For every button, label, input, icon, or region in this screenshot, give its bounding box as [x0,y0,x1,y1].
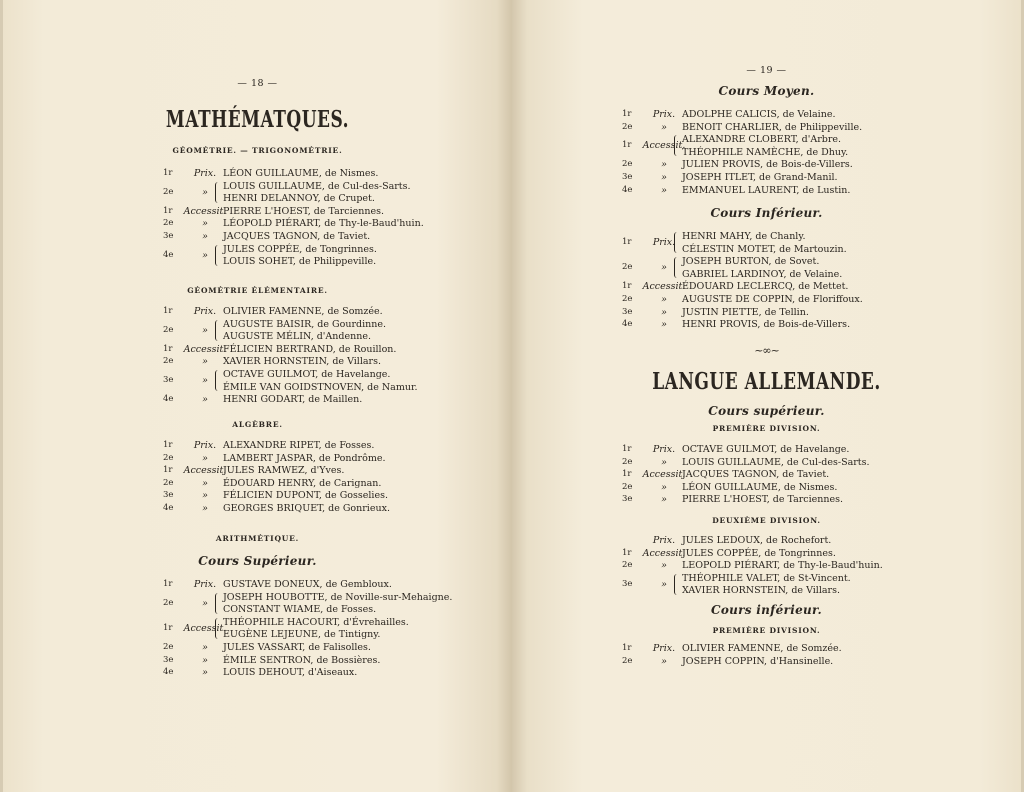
award-label: » [202,477,208,489]
award-label: Prix. [652,535,676,546]
award-label: Accessit. [642,547,686,559]
section-heading: ALGÈBRE. [232,420,283,429]
laureate-name: ÉDOUARD LECLERCQ, de Mettet. [682,281,849,293]
course-heading: Cours Inférieur. [710,206,823,220]
section-heading: DEUXIÈME DIVISION. [712,516,821,525]
laureate-name: JULES RAMWEZ, d'Yves. [223,465,345,477]
award-label: Accessit. [642,281,686,293]
award-rank: 4e [163,503,174,513]
laureate-name: LÉON GUILLAUME, de Nismes. [223,168,379,179]
laureate-name: EUGÈNE LEJEUNE, de Tintigny. [223,629,381,641]
award-rank: 4e [622,184,633,195]
award-rank: 1r [163,168,173,178]
award-label: » [202,642,208,653]
award-label: » [202,231,208,242]
laureate-name: LOUIS DEHOUT, d'Aiseaux. [223,667,358,679]
laureate-name: ÉDOUARD HENRY, de Carignan. [223,477,382,489]
award-label: Prix. [193,306,217,317]
award-rank: 3e [622,306,633,317]
award-rank: 3e [622,579,633,590]
award-label: » [202,654,208,666]
laureate-name: JACQUES TAGNON, de Taviet. [223,231,371,242]
laureate-name: THÉOPHILE HACOURT, d'Évrehailles. [223,616,409,628]
award-label: Accessit. [183,623,227,635]
award-rank: 3e [163,654,174,665]
laureate-name: PIERRE L'HOEST, de Tarciennes. [682,494,844,506]
award-rank: 1r [622,281,632,292]
section-heading: GÉOMÉTRIE. — TRIGONOMÉTRIE. [172,146,343,155]
laureate-name: GUSTAVE DONEUX, de Gembloux. [223,579,392,590]
award-rank: 1r [622,109,632,119]
award-rank: 1r [163,343,173,354]
award-label: » [202,667,208,679]
laureate-name: LÉOPOLD PIÉRART, de Thy-le-Baud'huin. [223,218,424,230]
laureate-name: JUSTIN PIETTE, de Tellin. [682,306,809,318]
brace-mark [215,370,222,391]
award-label: » [202,375,208,387]
award-rank: 2e [163,324,174,335]
laureate-name: HENRI GODART, de Maillen. [223,394,363,406]
brace-mark [215,182,222,203]
award-label: » [202,503,208,514]
brace-mark [674,574,681,595]
laureate-name: LEOPOLD PIÉRART, de Thy-le-Baud'huin. [682,560,883,572]
laureate-name: ALEXANDRE CLOBERT, d'Arbre. [682,134,842,146]
award-rank: 3e [622,494,633,505]
ornament-flourish: ~∞~ [754,344,779,357]
award-rank: 2e [163,186,174,197]
award-label: » [661,306,667,318]
award-rank: 1r [163,440,173,450]
laureate-name: BENOIT CHARLIER, de Philippeville. [682,121,863,133]
award-label: Prix. [193,440,217,451]
laureate-name: AUGUSTE DE COPPIN, de Floriffoux. [682,294,863,305]
award-label: Accessit. [183,205,227,217]
award-rank: 2e [622,262,633,273]
award-label: Prix. [652,643,676,654]
award-label: » [202,186,208,198]
laureate-name: HENRI PROVIS, de Bois-de-Villers. [682,319,851,331]
award-label: » [661,184,667,196]
award-label: » [661,262,667,274]
laureate-name: JACQUES TAGNON, de Taviet. [682,469,830,481]
laureate-name: PIERRE L'HOEST, de Tarciennes. [223,205,385,217]
laureate-name: CONSTANT WIAME, de Fosses. [223,604,377,616]
laureate-name: JULES LEDOUX, de Rochefort. [682,535,832,546]
award-rank: 1r [163,623,173,634]
laureate-name: JOSEPH ITLET, de Grand-Manil. [682,172,838,183]
brace-mark [674,135,681,156]
course-heading: Cours inférieur. [710,603,823,617]
award-rank: 1r [163,465,173,476]
award-rank: 4e [622,319,633,330]
laureate-name: CÉLESTIN MOTET, de Martouzin. [682,243,847,255]
laureate-name: JOSEPH COPPIN, d'Hansinelle. [682,655,834,667]
laureate-name: OLIVIER FAMENNE, de Somzée. [223,306,383,317]
award-rank: 2e [163,218,174,229]
laureate-name: AUGUSTE BAISIR, de Gourdinne. [223,318,386,330]
award-label: » [661,172,667,183]
laureate-name: ADOLPHE CALICIS, de Velaine. [682,109,836,120]
section-heading: ARITHMÉTIQUE. [215,534,300,543]
award-rank: 1r [622,237,632,248]
award-label: Accessit. [642,140,686,152]
award-rank: 3e [622,172,633,182]
award-label: » [661,121,667,133]
brace-mark [215,245,222,266]
award-label: » [661,655,667,667]
award-rank: 1r [163,205,173,216]
award-rank: 2e [163,452,174,463]
award-label: » [202,490,208,502]
award-label: Accessit. [183,465,227,477]
laureate-name: LÉON GUILLAUME, de Nismes. [682,481,838,493]
award-label: Prix. [652,237,676,249]
award-rank: 2e [622,655,633,666]
award-label: » [661,494,667,506]
award-rank: 2e [163,356,174,367]
award-label: Prix. [193,168,217,179]
brace-mark [674,232,681,253]
laureate-name: THÉOPHILE NAMÈCHE, de Dhuy. [682,146,849,158]
award-label: Accessit. [642,469,686,481]
laureate-name: JULES COPPÉE, de Tongrinnes. [682,547,836,559]
laureate-name: JOSEPH BURTON, de Sovet. [682,256,820,268]
laureate-name: FÉLICIEN DUPONT, de Gosselies. [223,490,388,502]
section-title: LANGUE ALLEMANDE. [652,368,881,396]
award-rank: 3e [163,490,174,501]
laureate-name: JULES VASSART, de Falisolles. [223,642,371,653]
laureate-name: AUGUSTE MÉLIN, d'Andenne. [223,331,371,343]
laureate-name: FÉLICIEN BERTRAND, de Rouillon. [223,343,397,355]
course-heading: Cours Moyen. [718,84,815,98]
award-rank: 2e [163,477,174,488]
laureate-name: XAVIER HORNSTEIN, de Villars. [223,356,381,368]
award-rank: 2e [622,560,633,571]
award-rank: 1r [622,643,632,653]
brace-mark [215,618,222,639]
award-label: » [202,324,208,336]
award-rank: 4e [163,667,174,678]
award-rank: 1r [163,579,173,589]
award-rank: 2e [163,642,174,652]
laureate-name: XAVIER HORNSTEIN, de Villars. [682,585,840,597]
brace-mark [674,257,681,278]
award-rank: 1r [622,140,632,151]
section-heading: PREMIÈRE DIVISION. [712,626,821,635]
award-label: » [661,319,667,331]
award-rank: 1r [163,306,173,316]
laureate-name: HENRI MAHY, de Chanly. [682,231,806,242]
award-rank: 2e [622,456,633,467]
laureate-name: JULIEN PROVIS, de Bois-de-Villers. [682,159,853,171]
laureate-name: ALEXANDRE RIPET, de Fosses. [223,440,375,451]
award-rank: 2e [622,159,633,170]
award-rank: 4e [163,394,174,405]
laureate-name: JULES COPPÉE, de Tongrinnes. [223,243,377,255]
brace-mark [215,593,222,614]
award-rank: 1r [622,469,632,480]
award-rank: 2e [622,294,633,304]
section-heading: GÉOMÉTRIE ÉLÉMENTAIRE. [187,286,328,295]
award-label: Prix. [652,109,676,120]
laureate-name: OCTAVE GUILMOT, de Havelange. [223,369,391,380]
award-label: » [661,481,667,493]
laureate-name: LAMBERT JASPAR, de Pondrôme. [223,452,386,464]
award-label: » [202,597,208,609]
award-rank: 2e [622,481,633,492]
course-heading: Cours supérieur. [708,404,825,418]
award-rank: 2e [622,121,633,132]
award-rank: 4e [163,249,174,260]
section-heading: PREMIÈRE DIVISION. [712,424,821,433]
laureate-name: LOUIS GUILLAUME, de Cul-des-Sarts. [682,456,870,468]
course-heading: Cours Supérieur. [198,554,317,568]
laureate-name: ÉMILE SENTRON, de Bossières. [223,654,381,666]
award-label: » [661,159,667,171]
award-label: » [202,249,208,261]
award-label: » [661,456,667,468]
award-rank: 3e [163,231,174,241]
award-rank: 1r [622,444,632,454]
laureate-name: THÉOPHILE VALET, de St-Vincent. [682,572,851,584]
laureate-name: HENRI DELANNOY, de Crupet. [223,193,375,205]
laureate-name: EMMANUEL LAURENT, de Lustin. [682,184,851,196]
award-label: » [661,579,667,591]
laureate-name: LOUIS GUILLAUME, de Cul-des-Sarts. [223,180,411,192]
award-label: » [202,218,208,230]
laureate-name: OLIVIER FAMENNE, de Somzée. [682,643,842,654]
award-label: Prix. [652,444,676,455]
laureate-name: JOSEPH HOUBOTTE, de Noville-sur-Mehaigne. [223,591,453,603]
laureate-name: OCTAVE GUILMOT, de Havelange. [682,444,850,455]
page-number: — 19 — [746,65,787,76]
award-label: » [661,294,667,305]
award-label: » [661,560,667,572]
laureate-name: ÉMILE VAN GOIDSTNOVEN, de Namur. [223,381,418,393]
award-rank: 2e [163,597,174,608]
award-label: » [202,452,208,464]
award-label: » [202,356,208,368]
laureate-name: GABRIEL LARDINOY, de Velaine. [682,268,843,280]
brace-mark [215,320,222,341]
award-label: » [202,394,208,406]
laureate-name: LOUIS SOHET, de Philippeville. [223,256,377,268]
right-page [512,0,1024,792]
award-rank: 3e [163,375,174,386]
award-label: Prix. [193,579,217,590]
page-number: — 18 — [237,78,278,89]
award-label: Accessit. [183,343,227,355]
award-rank: 1r [622,547,632,558]
laureate-name: GEORGES BRIQUET, de Gonrieux. [223,503,390,514]
section-title: MATHÉMATQUES. [165,106,350,134]
